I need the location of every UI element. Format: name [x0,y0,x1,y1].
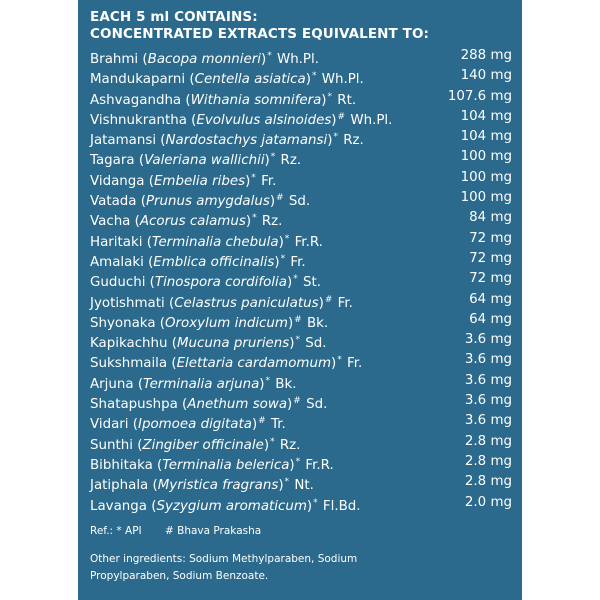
ingredient-common-name: Shatapushpa ( [90,397,188,413]
ingredient-reference-mark: * [252,213,257,224]
reference-bhava: # Bhava Prakasha [164,524,262,537]
ingredient-name [90,275,321,290]
ingredient-plant-part: Rt. [337,92,357,108]
ingredient-row [90,208,512,228]
ingredient-name [90,458,334,473]
ingredient-amount: 72 mg [469,271,512,287]
ingredient-name [90,397,327,412]
ingredient-plant-part: Wh.Pl. [350,112,393,128]
ingredient-botanical-name: Centella asiatica [194,72,306,88]
ingredient-botanical-name: Syzygium aromaticum [156,498,307,514]
ingredient-reference-mark: # [293,396,301,407]
ingredient-common-name: Brahmi ( [90,52,148,67]
ingredient-reference-mark: * [270,436,275,447]
ingredient-amount: 2.8 mg [464,453,512,469]
ingredient-name [90,113,392,128]
ingredient-amount: 140 mg [460,68,512,84]
ingredient-close-paren: ) [274,254,280,270]
ingredient-botanical-name: Bacopa monnieri [147,52,261,67]
other-ingredients: Other ingredients: Sodium Methylparaben, Sodium Propylparaben, Sodium Benzoate. [90,552,358,582]
ingredient-row [90,87,512,107]
ingredient-common-name: Vacha ( [90,214,140,230]
ingredient-common-name: Amalaki ( [90,254,154,270]
ingredient-row [90,290,512,310]
ingredient-plant-part: Rz. [279,437,301,453]
ingredient-reference-mark: # [337,111,346,122]
ingredient-row [90,411,512,431]
ingredient-close-paren: ) [287,397,293,413]
ingredient-name [90,255,306,270]
ingredient-amount: 72 mg [469,230,512,246]
ingredient-common-name: Vidanga ( [90,173,154,189]
ingredient-amount: 100 mg [460,190,512,206]
ingredient-plant-part: Tr. [270,417,286,433]
ingredient-plant-part: Fl.Bd. [322,498,361,514]
ingredient-botanical-name: Ipomoea digitata [138,417,252,433]
ingredient-name [90,316,328,331]
ingredient-amount: 2.8 mg [464,433,512,449]
ingredient-reference-mark: # [258,416,266,427]
ingredient-botanical-name: Mucuna pruriens [177,336,290,352]
ingredient-row [90,391,512,411]
ingredient-reference-mark: * [327,91,333,102]
ingredient-plant-part: Fr. [290,254,306,270]
ingredient-close-paren: ) [263,437,270,453]
ingredient-name [90,478,314,493]
ingredient-amount: 2.8 mg [464,474,512,490]
ingredient-row [90,371,512,391]
ingredient-list [90,46,512,513]
ingredient-row [90,168,512,188]
ingredient-amount: 3.6 mg [464,413,512,429]
ingredient-reference-mark: * [284,477,290,488]
ingredient-plant-part: Nt. [294,478,314,494]
ingredient-botanical-name: Embelia ribes [153,173,246,189]
ingredient-botanical-name: Withania somnifera [190,92,322,108]
header-line-2: CONCENTRATED EXTRACTS EQUIVALENT TO: [90,26,430,42]
ingredient-botanical-name: Anethum sowa [187,397,288,413]
ingredient-row [90,127,512,147]
ingredient-close-paren: ) [306,498,313,514]
ingredient-common-name: Ashvagandha ( [90,92,191,108]
ingredient-row [90,46,512,66]
ingredient-amount: 3.6 mg [464,332,512,348]
ingredient-plant-part: Sd. [305,336,327,352]
ingredient-common-name: Kapikachhu ( [90,336,177,352]
ingredient-common-name: Vishnukrantha ( [90,112,197,128]
ingredient-botanical-name: Celastrus paniculatus [174,295,319,311]
ingredient-plant-part: Rz. [280,153,302,169]
ingredient-common-name: Jatiphala ( [90,478,158,494]
ingredient-close-paren: ) [318,295,324,311]
ingredient-row [90,229,512,249]
ingredient-botanical-name: Prunus amygdalus [145,194,270,210]
ingredient-reference-mark: * [270,152,276,163]
ingredient-reference-mark: * [284,233,290,244]
ingredient-common-name: Mandukaparni ( [90,72,195,88]
ingredient-amount: 107.6 mg [447,88,512,104]
ingredient-common-name: Jatamansi ( [90,133,166,149]
reference-note [90,524,512,538]
ingredient-name [90,235,323,250]
ingredient-common-name: Vatada ( [90,194,146,210]
ingredient-amount: 100 mg [460,169,512,185]
ingredient-plant-part: Fr. [337,295,353,311]
ingredient-name [90,214,282,229]
ingredient-botanical-name: Acorus calamus [139,214,246,230]
ingredient-close-paren: ) [259,376,265,392]
ingredient-row [90,249,512,269]
ingredient-reference-mark: * [280,253,286,264]
ingredient-row [90,330,512,350]
ingredient-reference-mark: * [251,172,256,183]
ingredient-plant-part: Rz. [261,214,283,230]
ingredient-close-paren: ) [264,153,270,169]
ingredient-amount: 84 mg [469,210,512,226]
ingredient-amount: 64 mg [469,311,512,327]
ingredient-row [90,350,512,370]
ingredient-plant-part: Bk. [275,376,297,392]
ingredient-botanical-name: Terminalia chebula [151,234,279,250]
ingredient-row [90,188,512,208]
ingredient-amount: 100 mg [460,149,512,165]
ingredient-plant-part: Fr.R. [294,234,323,250]
ingredient-reference-mark: # [324,294,333,305]
ingredient-amount: 3.6 mg [464,372,512,388]
ingredient-name [90,52,319,67]
ingredient-reference-mark: * [313,497,318,508]
ingredient-close-paren: ) [286,275,293,291]
ingredient-plant-part: Rz. [343,133,364,149]
ingredient-botanical-name: Terminalia belerica [162,457,290,473]
ingredient-plant-part: St. [302,275,321,291]
ingredient-amount: 72 mg [469,250,512,266]
ingredient-plant-part: Wh.Pl. [276,52,319,67]
ingredient-botanical-name: Myristica fragrans [157,478,279,494]
ingredient-reference-mark: * [295,456,301,467]
ingredient-close-paren: ) [331,112,337,128]
ingredient-row [90,493,512,513]
ingredient-common-name: Vidari ( [90,417,138,433]
ingredient-row [90,310,512,330]
ingredient-name [90,417,286,432]
ingredient-name [90,438,300,453]
ingredient-plant-part: Fr.R. [305,457,334,473]
ingredient-common-name: Sukshmaila ( [90,356,177,372]
ingredients-label-panel [78,0,522,600]
ingredient-name [90,133,364,148]
ingredient-close-paren: ) [289,336,295,352]
reference-api: Ref.: * API [90,524,142,537]
ingredient-close-paren: ) [245,173,251,189]
ingredient-close-paren: ) [331,356,337,372]
ingredient-reference-mark: # [294,314,302,325]
ingredient-name [90,296,353,311]
ingredient-row [90,66,512,86]
ingredient-reference-mark: * [295,335,300,346]
ingredient-botanical-name: Zingiber officinale [142,437,264,453]
ingredient-name [90,72,364,87]
ingredient-close-paren: ) [327,133,333,149]
ingredient-name [90,93,356,108]
ingredient-plant-part: Sd. [306,397,328,413]
ingredient-row [90,269,512,289]
ingredient-close-paren: ) [251,417,258,433]
ingredient-name [90,356,362,371]
ingredient-botanical-name: Terminalia arjuna [143,376,260,392]
ingredient-common-name: Jyotishmati ( [90,295,175,311]
ingredient-plant-part: Sd. [288,194,311,210]
ingredient-name [90,153,301,168]
ingredient-row [90,147,512,167]
ingredient-botanical-name: Valeriana wallichii [144,153,265,169]
ingredient-botanical-name: Oroxylum indicum [165,315,288,331]
ingredient-plant-part: Fr. [261,173,277,189]
ingredient-common-name: Haritaki ( [90,234,152,250]
ingredient-name [90,377,297,392]
ingredient-amount: 288 mg [460,48,512,63]
ingredient-botanical-name: Emblica officinalis [153,254,275,270]
ingredient-reference-mark: * [337,355,342,366]
ingredient-row [90,472,512,492]
ingredient-close-paren: ) [321,92,327,108]
ingredient-common-name: Tagara ( [90,153,145,169]
ingredient-row [90,452,512,472]
ingredient-reference-mark: * [311,71,317,82]
ingredient-name [90,336,327,351]
ingredient-botanical-name: Evolvulus alsinoides [196,112,332,128]
ingredient-row [90,432,512,452]
ingredient-reference-mark: * [333,132,338,143]
ingredient-reference-mark: * [293,274,298,285]
ingredient-close-paren: ) [305,72,311,88]
ingredient-common-name: Bibhitaka ( [90,457,163,473]
ingredient-plant-part: Fr. [347,356,363,372]
ingredient-reference-mark: * [265,375,271,386]
ingredient-close-paren: ) [245,214,252,230]
ingredient-amount: 3.6 mg [464,352,512,368]
ingredient-botanical-name: Elettaria cardamomum [176,356,331,372]
ingredient-common-name: Shyonaka ( [90,315,166,331]
ingredient-botanical-name: Nardostachys jatamansi [165,133,328,149]
ingredient-name [90,194,310,209]
ingredient-close-paren: ) [278,478,284,494]
header-line-1: EACH 5 ml CONTAINS: [90,9,258,25]
ingredient-close-paren: ) [269,194,276,210]
ingredient-close-paren: ) [289,457,295,473]
ingredient-close-paren: ) [287,315,294,331]
ingredient-name [90,499,361,514]
ingredient-common-name: Guduchi ( [90,275,155,291]
ingredient-reference-mark: * [267,51,272,61]
ingredient-amount: 3.6 mg [464,393,512,409]
ingredient-amount: 64 mg [469,291,512,307]
ingredient-amount: 104 mg [460,108,512,124]
ingredient-botanical-name: Tinospora cordifolia [154,275,287,291]
ingredient-amount: 104 mg [460,129,512,145]
ingredient-row [90,107,512,127]
ingredient-name [90,174,276,189]
ingredient-reference-mark: # [276,193,284,204]
ingredient-close-paren: ) [260,52,267,67]
ingredient-plant-part: Wh.Pl. [321,72,364,88]
ingredient-common-name: Arjuna ( [90,376,144,392]
ingredient-common-name: Sunthi ( [90,437,143,453]
ingredient-plant-part: Bk. [306,315,329,331]
ingredient-amount: 2.0 mg [464,494,512,510]
ingredient-common-name: Lavanga ( [90,498,157,514]
ingredient-close-paren: ) [278,234,284,250]
